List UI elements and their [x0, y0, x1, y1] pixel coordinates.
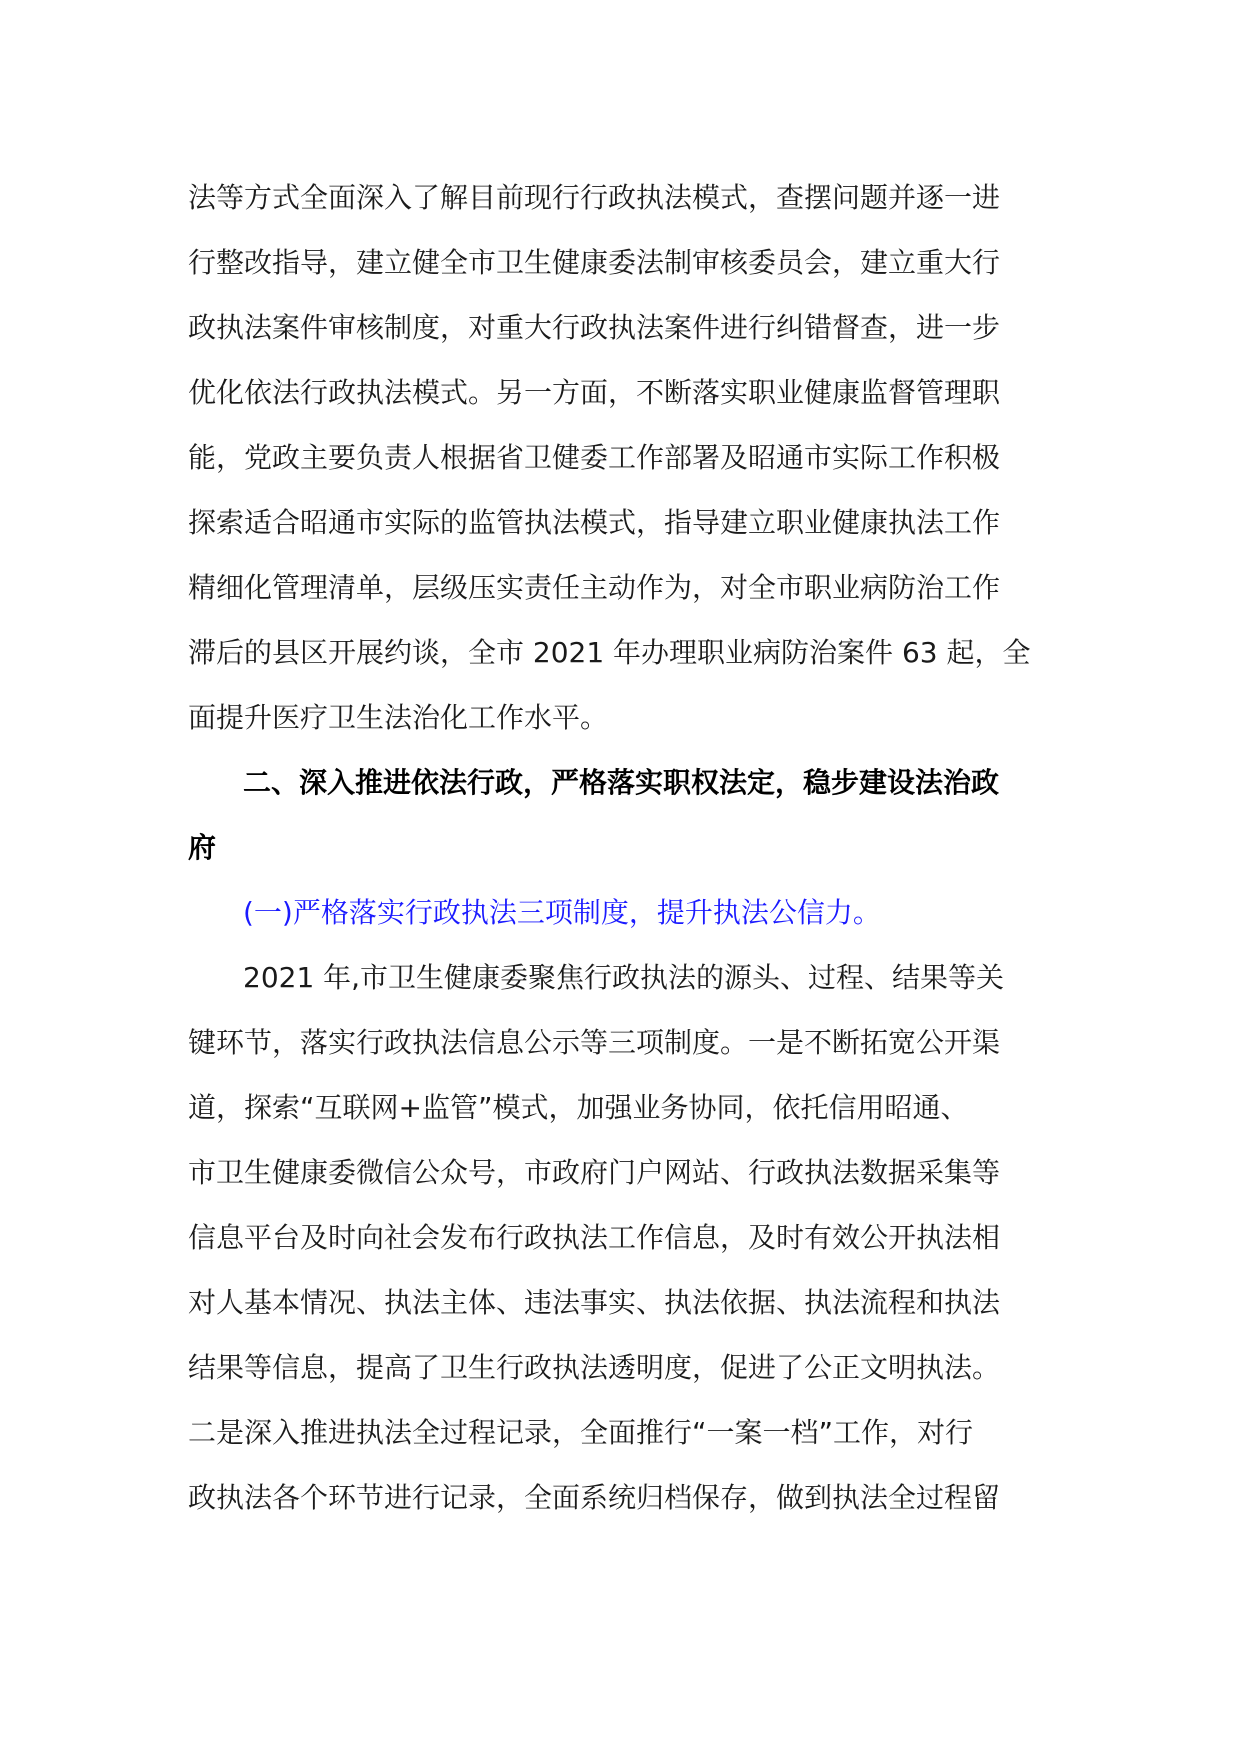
text-line: 行整改指导，建立健全市卫生健康委法制审核委员会，建立重大行 — [188, 246, 1001, 279]
text-line: 信息平台及时向社会发布行政执法工作信息，及时有效公开执法相 — [188, 1221, 1001, 1254]
text-line: 键环节，落实行政执法信息公示等三项制度。一是不断拓宽公开渠 — [188, 1026, 1001, 1059]
text-line: 2021 年,市卫生健康委聚焦行政执法的源头、过程、结果等关 — [243, 961, 1005, 994]
paragraph-2 — [188, 945, 1068, 1530]
subsection-heading-line: (一)严格落实行政执法三项制度，提升执法公信力。 — [243, 896, 881, 929]
section-heading-line: 府 — [188, 831, 217, 864]
text-line: 滞后的县区开展约谈，全市 2021 年办理职业病防治案件 63 起，全 — [188, 636, 1031, 669]
text-line: 法等方式全面深入了解目前现行行政执法模式，查摆问题并逐一进 — [188, 181, 1001, 214]
text-line: 对人基本情况、执法主体、违法事实、执法依据、执法流程和执法 — [188, 1286, 1001, 1319]
text-line: 探索适合昭通市实际的监管执法模式，指导建立职业健康执法工作 — [188, 506, 1001, 539]
text-line: 面提升医疗卫生法治化工作水平。 — [188, 701, 609, 734]
text-line: 政执法案件审核制度，对重大行政执法案件进行纠错督查，进一步 — [188, 311, 1001, 344]
text-line: 能，党政主要负责人根据省卫健委工作部署及昭通市实际工作积极 — [188, 441, 1001, 474]
document-body — [188, 165, 1068, 1530]
text-line: 优化依法行政执法模式。另一方面，不断落实职业健康监督管理职 — [188, 376, 1001, 409]
text-line: 结果等信息，提高了卫生行政执法透明度，促进了公正文明执法。 — [188, 1351, 1001, 1384]
text-line: 精细化管理清单，层级压实责任主动作为，对全市职业病防治工作 — [188, 571, 1001, 604]
section-heading-line: 二、深入推进依法行政，严格落实职权法定，稳步建设法治政 — [243, 766, 1000, 799]
section-heading — [188, 750, 1068, 880]
paragraph-1 — [188, 165, 1068, 750]
text-line: 道，探索“互联网+监管”模式，加强业务协同，依托信用昭通、 — [188, 1091, 969, 1124]
text-line: 市卫生健康委微信公众号，市政府门户网站、行政执法数据采集等 — [188, 1156, 1001, 1189]
subsection-heading — [188, 880, 1068, 945]
text-line: 二是深入推进执法全过程记录，全面推行“一案一档”工作，对行 — [188, 1416, 974, 1449]
text-line: 政执法各个环节进行记录，全面系统归档保存，做到执法全过程留 — [188, 1481, 1001, 1514]
